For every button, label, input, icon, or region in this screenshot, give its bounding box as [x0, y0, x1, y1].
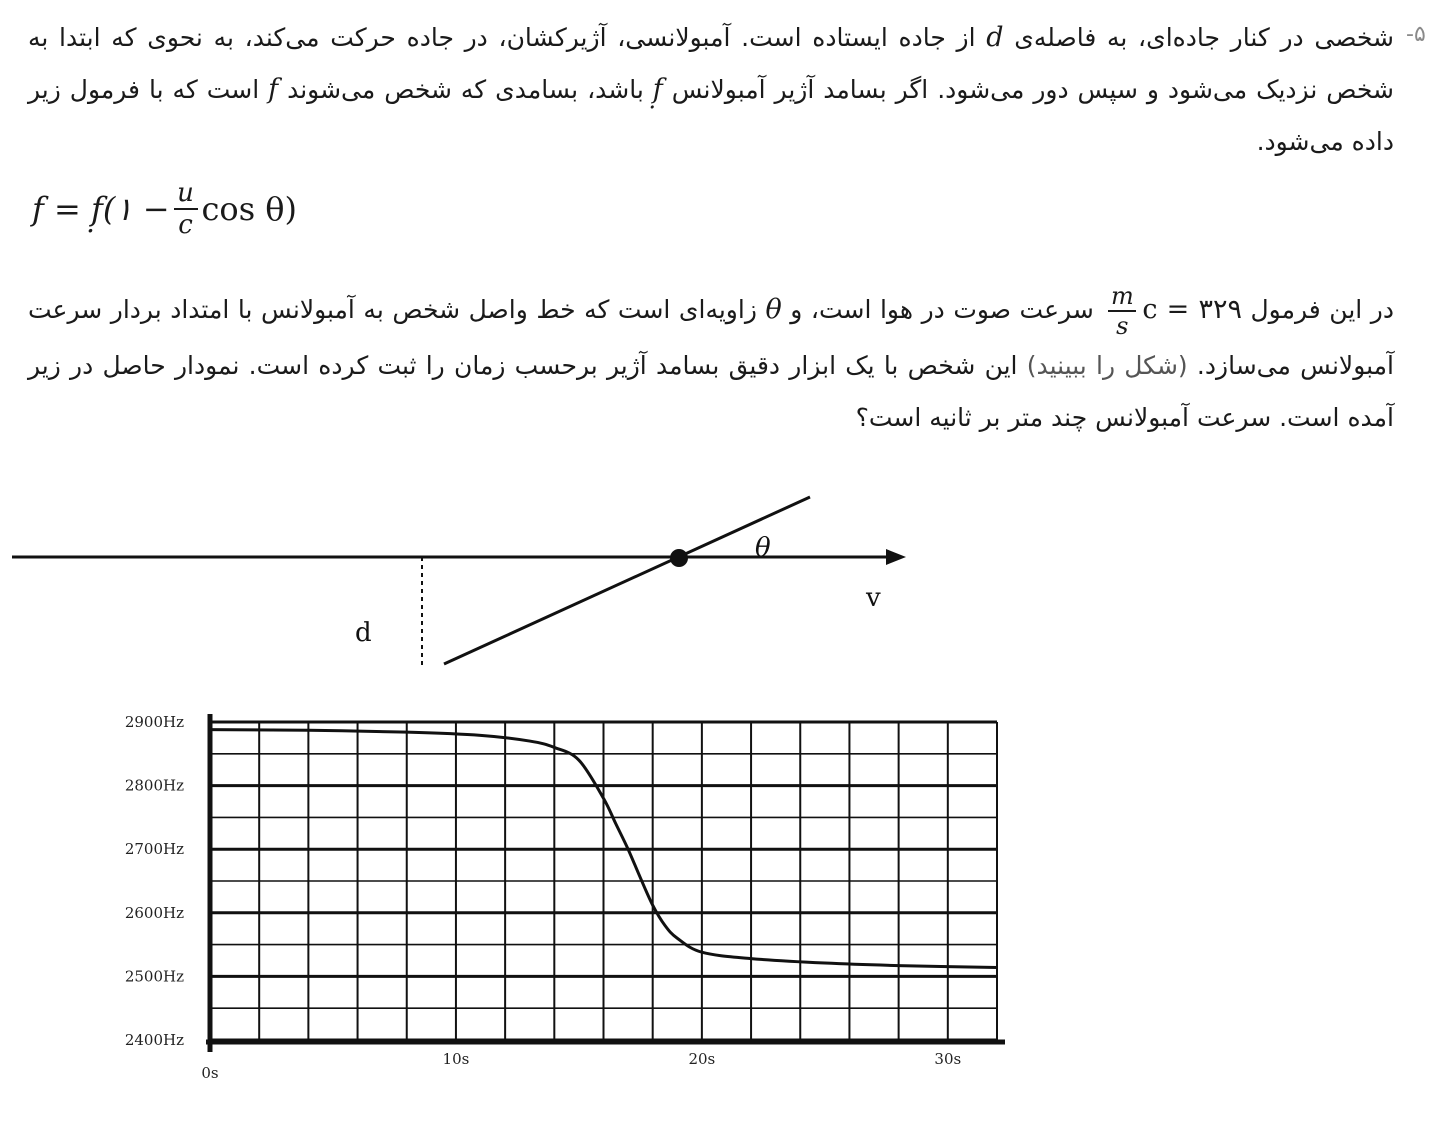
geometry-diagram — [0, 480, 1456, 670]
y-tick-label: 2500Hz — [124, 967, 184, 986]
x-tick-labels — [201, 1050, 961, 1082]
x-tick-label: 0s — [201, 1064, 219, 1082]
ambulance-point — [670, 549, 688, 567]
chart-axes — [206, 714, 1005, 1052]
explanation-part-1: در این فرمول — [1241, 295, 1394, 324]
symbol-d: d — [986, 22, 1004, 53]
y-tick-label: 2700Hz — [124, 840, 184, 859]
y-tick-label: 2800Hz — [124, 776, 184, 795]
x-tick-label: 20s — [688, 1050, 716, 1068]
question-text-part-1: شخصی در کنار جاده‌ای، به فاصله‌ی — [1003, 23, 1394, 52]
doppler-formula — [32, 178, 297, 240]
explanation-part-3: زاویه‌ای است که خط واصل شخص به آمبولانس با امتداد بردار سرعت آمبولانس می‌سازد. — [28, 295, 1394, 380]
formula-numerator: u — [177, 178, 194, 208]
question-number: -۵ — [1406, 22, 1426, 47]
unit-fraction — [1108, 282, 1136, 340]
question-text-part-3: باشد، بسامدی که شخص می‌شوند — [278, 75, 653, 104]
y-tick-label: 2600Hz — [124, 903, 184, 922]
symbol-theta: θ — [765, 294, 782, 325]
line-of-sight — [444, 497, 810, 664]
y-tick-label: 2400Hz — [124, 1031, 184, 1049]
see-figure-note: (شکل را ببینید) — [1026, 351, 1188, 380]
symbol-f0: f̣ — [652, 74, 663, 105]
chart-grid — [210, 722, 997, 1040]
y-tick-label: 2900Hz — [124, 713, 184, 731]
velocity-arrowhead — [886, 549, 906, 565]
formula-fraction — [174, 178, 198, 240]
formula-lhs: f = f̣(۱ − — [32, 190, 170, 228]
unit-denominator: s — [1116, 312, 1129, 340]
theta-label: θ — [755, 533, 771, 563]
velocity-label: v — [866, 583, 881, 613]
distance-label: d — [355, 618, 372, 648]
explanation-part-2: سرعت صوت در هوا است، و — [781, 295, 1103, 324]
question-text — [28, 12, 1394, 168]
question-text-part-4: است که با فرمول زیر داده می‌شود. — [28, 75, 1394, 156]
explanation-part-4: این شخص با یک ابزار دقیق بسامد آژیر برحسب زمان را ثبت کرده است. نمودار حاصل در زیر آمده است. سرعت آمبولانس چند متر بر ثانیه است؟ — [28, 351, 1394, 432]
formula-rhs: cos θ) — [201, 190, 298, 228]
formula-denominator: c — [178, 210, 193, 240]
unit-numerator: m — [1110, 282, 1134, 310]
question-text-part-2: از جاده ایستاده است. آمبولانسی، آژیرکشان، در جاده حرکت می‌کند، به نحوی که ابتدا به شخص نزدیک می‌شود و سپس دور می‌شود. اگر بسامد آژیر آمبولانس — [28, 23, 1394, 104]
x-tick-label: 30s — [934, 1050, 962, 1068]
sound-speed-expression: c = ۳۲۹ — [1142, 294, 1242, 325]
frequency-chart — [0, 700, 1456, 1120]
y-tick-labels — [125, 713, 184, 1049]
symbol-f: f — [268, 74, 279, 105]
explanation-text — [28, 282, 1394, 444]
x-tick-label: 10s — [442, 1050, 470, 1068]
